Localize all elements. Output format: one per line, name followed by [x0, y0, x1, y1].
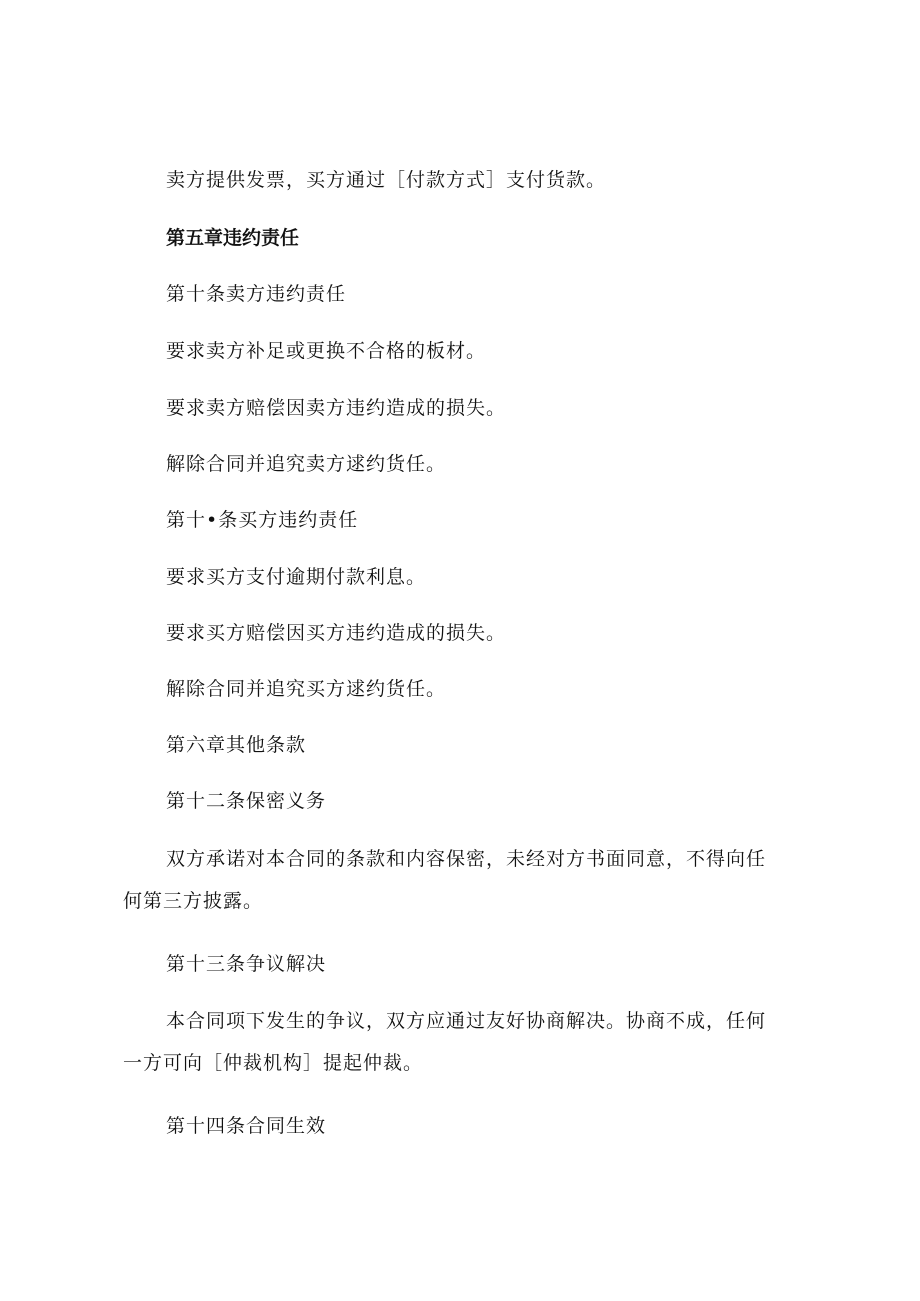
article-thirteen-heading: 第十三条争议解决: [166, 953, 327, 975]
article-ten-heading: 第十条卖方违约责任: [166, 283, 347, 305]
seller-remedy-3: 解除合同并追究卖方逑约货任。: [166, 453, 447, 475]
payment-clause-text: 卖方提供发票，买方通过［付款方式］支付货款。: [166, 169, 607, 191]
seller-remedy-2: 要求卖方赔偿因卖方违约造成的损失。: [166, 397, 507, 419]
buyer-remedy-3: 解除合同并追究买方逑约货任。: [166, 678, 447, 700]
article-twelve-heading: 第十二条保密义务: [166, 790, 327, 812]
seller-remedy-1: 要求卖方补足或更换不合格的板材。: [166, 340, 487, 362]
chapter-six-heading: 第六章其他条款: [166, 734, 307, 756]
confidentiality-paragraph: 双方承诺对本合同的条款和内容保密，未经对方书面同意，不得向任何第三方披露。: [123, 848, 767, 912]
article-fourteen-heading: 第十四条合同生效: [166, 1115, 327, 1137]
article-eleven-heading: 第十•条买方违约责任: [166, 509, 359, 531]
dispute-paragraph: 本合同项下发生的争议，双方应通过友好协商解决。协商不成，任何一方可向［仲裁机构］提起仲裁。: [123, 1010, 767, 1074]
buyer-remedy-1: 要求买方支付逾期付款利息。: [166, 566, 427, 588]
chapter-five-heading: 第五章违约责任: [166, 227, 300, 249]
buyer-remedy-2: 要求买方赔偿因买方违约造成的损失。: [166, 622, 507, 644]
